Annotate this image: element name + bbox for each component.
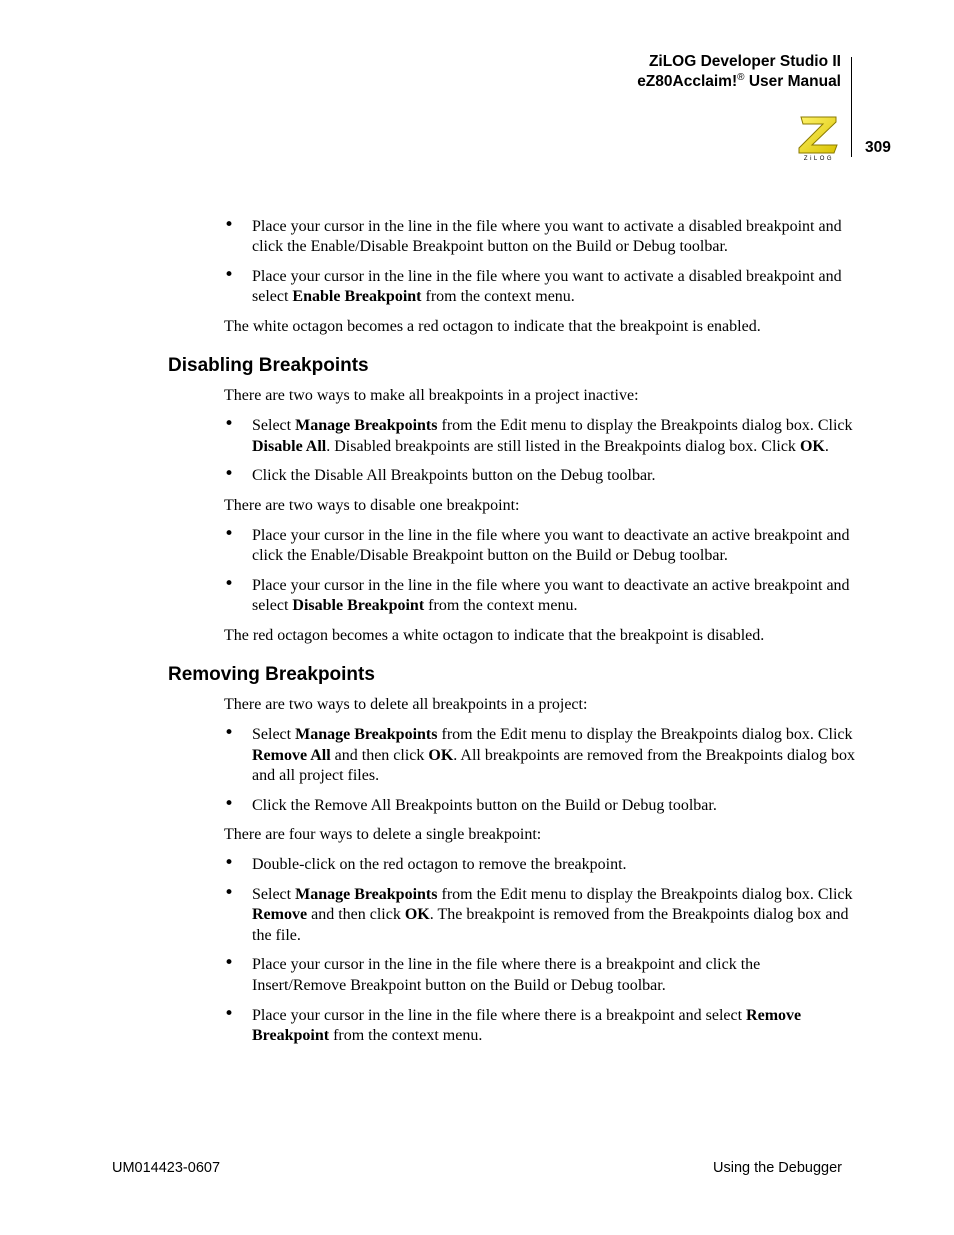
section-heading-removing: Removing Breakpoints <box>168 664 375 686</box>
list-item: • Place your cursor in the line in the file where you want to deactivate an active breakpoint and click the Enable/Disable Breakpoint button on the Build or Debug toolbar. <box>224 523 850 565</box>
logo-wordmark: ZiLOG <box>803 156 835 161</box>
intro-bullet-list <box>168 217 858 308</box>
bullet-icon: • <box>224 265 235 286</box>
list-item: • Select Manage Breakpoints from the Edit menu to display the Breakpoints dialog box. Click Remove All and then click OK. All breakpoints are removed from the Breakpoints dialog box and all project files. <box>224 723 855 784</box>
section-heading-disabling: Disabling Breakpoints <box>168 355 369 377</box>
list-item: • Place your cursor in the line in the file where you want to deactivate an active breakpoint and select Disable Breakpoint from the context menu. <box>224 574 850 615</box>
list-item: • Select Manage Breakpoints from the Edit menu to display the Breakpoints dialog box. Click Remove and then click OK. The breakpoint is removed from the Breakpoints dialog box and the file. <box>224 883 853 944</box>
paragraph: There are two ways to delete all breakpoints in a project: <box>224 696 588 714</box>
bullet-icon: • <box>224 883 235 904</box>
header-product: ZiLOG Developer Studio II <box>648 53 841 70</box>
list-item: • Double-click on the red octagon to remove the breakpoint. <box>224 853 627 874</box>
bullet-icon: • <box>224 723 235 744</box>
bullet-list <box>168 725 858 816</box>
list-item: • Place your cursor in the line in the file where you want to activate a disabled breakpoint and click the Enable/Disable Breakpoint button on the Build or Debug toolbar. <box>224 215 842 256</box>
bullet-list <box>168 416 858 486</box>
bullet-icon: • <box>224 793 235 814</box>
footer-doc-id: UM014423-0607 <box>112 1160 221 1176</box>
header-divider <box>851 57 852 157</box>
list-item: • Click the Disable All Breakpoints button on the Debug toolbar. <box>224 464 656 485</box>
list-item: • Place your cursor in the line in the file where there is a breakpoint and select Remove Breakpoint from the context menu. <box>224 1003 802 1044</box>
header-title-rest: User Manual <box>744 73 841 90</box>
bullet-icon: • <box>224 574 235 595</box>
footer-section: Using the Debugger <box>713 1160 842 1176</box>
paragraph: There are four ways to delete a single breakpoint: <box>224 826 542 844</box>
bullet-list <box>168 855 858 1046</box>
paragraph: The red octagon becomes a white octagon to indicate that the breakpoint is disabled. <box>224 627 765 645</box>
header-title <box>637 72 841 92</box>
bullet-icon: • <box>224 523 235 544</box>
page-number: 309 <box>865 139 891 156</box>
paragraph: There are two ways to make all breakpoints in a project inactive: <box>224 387 639 405</box>
paragraph: There are two ways to disable one breakpoint: <box>224 497 520 515</box>
bullet-icon: • <box>224 464 235 485</box>
bullet-icon: • <box>224 215 235 235</box>
list-item: • Select Manage Breakpoints from the Edit menu to display the Breakpoints dialog box. Click Disable All. Disabled breakpoints are still listed in the Breakpoints dialog box. Click OK. <box>224 414 853 455</box>
header-title-main: eZ80Acclaim! <box>637 73 738 90</box>
list-item: • Place your cursor in the line in the file where there is a breakpoint and click the Insert/Remove Breakpoint button on the Build or Debug toolbar. <box>224 953 761 994</box>
bullet-list <box>168 523 858 617</box>
registered-mark: ® <box>737 72 745 83</box>
bullet-icon: • <box>224 414 235 435</box>
bullet-icon: • <box>224 853 235 874</box>
zilog-logo <box>796 115 842 161</box>
paragraph: The white octagon becomes a red octagon to indicate that the breakpoint is enabled. <box>224 318 761 336</box>
bullet-icon: • <box>224 953 235 974</box>
list-item: • Place your cursor in the line in the file where you want to activate a disabled breakpoint and select Enable Breakpoint from the context menu. <box>224 265 842 306</box>
main-content <box>168 217 858 1056</box>
list-item: • Click the Remove All Breakpoints button on the Build or Debug toolbar. <box>224 793 717 814</box>
bullet-icon: • <box>224 1003 235 1024</box>
